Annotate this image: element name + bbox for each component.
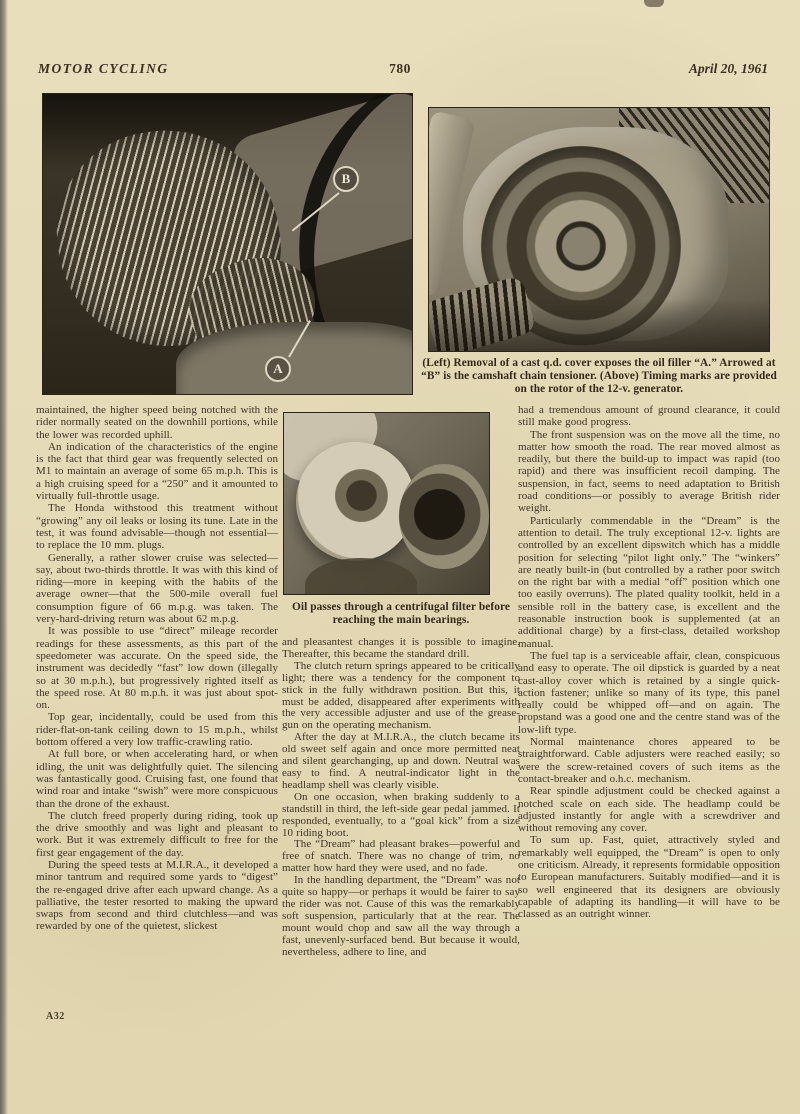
photo-generator-rotor [428, 107, 770, 352]
issue-date: April 20, 1961 [688, 61, 768, 76]
caption-top-photos: (Left) Removal of a cast q.d. cover exposes the oil filler “A.” Arrowed at “B” is the camshaft chain tensioner. (Above) Timing marks are provided on the rotor of the 12-v. generator. [421, 357, 777, 396]
photo-shadow [429, 298, 769, 351]
caption-filter-photo: Oil passes through a centrifugal filter before reaching the main bearings. [292, 601, 510, 627]
article-column-right [518, 404, 780, 920]
paragraph: Rear spindle adjustment could be checked against a notched scale on each side. The headlamp could be adjusted instantly for angle with a screwdriver and without removing any cover. [518, 785, 780, 835]
callout-label-b: B [333, 166, 359, 192]
article-column-middle [282, 637, 520, 958]
paragraph: The front suspension was on the move all the time, no matter how smooth the road. The rear moved almost as readily, but there the build-up to impact was rapid (too rapid) and there was insufficient recoil damping. The suspension, in fact, seems to need adaptation to British road conditions—or possibly to average British rider weight. [518, 428, 780, 515]
paragraph: After the day at M.I.R.A., the clutch became its old sweet self again and once more permitted neat and silent gearchanging, up and down. Neutral was easy to find. A neutral-indicator light in the headlamp shell was clearly visible. [282, 731, 520, 791]
paragraph: maintained, the higher speed being notched with the rider normally seated on the downhill portions, while the lower was recorded uphill. [36, 404, 278, 441]
engine-opening-art [399, 464, 489, 569]
paragraph: and pleasantest changes it is possible to imagine. Thereafter, this became the standard drill. [282, 636, 520, 660]
paragraph: Top gear, incidentally, could be used from this rider-flat-on-tank ceiling down to 15 m.p.h., whilst bottom offered a very low traffic-crawling ratio. [36, 711, 278, 749]
paragraph: The Honda withstood this treatment without “growing” any oil leaks or losing its tune. Late in the test, it was found advisable—though not essential—to replace the 10 mm. plugs. [36, 502, 278, 552]
crankcase-art [176, 322, 413, 395]
paragraph: had a tremendous amount of ground clearance, it could still make good progress. [518, 404, 780, 429]
paragraph: The “Dream” had pleasant brakes—powerful and free of snatch. There was no change of trim, no matter how hard they were used, and no fade. [282, 838, 520, 875]
article-column-left [36, 404, 278, 933]
paragraph: Generally, a rather slower cruise was selected—say, about two-thirds throttle. It was with this kind of riding—more in keeping with the habits of the average owner—that the 500-mile overall fuel consumption figure of 66 m.p.g. was taken. The very-hard-driving return was about 62 m.p.g. [36, 551, 278, 626]
page-header [0, 61, 800, 83]
scan-edge [0, 0, 8, 1114]
paragraph: To sum up. Fast, quiet, attractively styled and remarkably well equipped, the “Dream” is open to only one criticism. Already, it represents formidable opposition to European manufacturers. Suitably modified—and it is so well engineered that its designers are obviously capable of adapting its handling—it will have to be classed as an outright winner. [518, 834, 780, 921]
publication-title: MOTOR CYCLING [38, 61, 169, 76]
paragraph: The fuel tap is a serviceable affair, clean, conspicuous and easy to operate. The oil dipstick is guarded by a neat cast-alloy cover which is retained by a single quick-action fastener; unlike so many of its type, this panel really could be whipped off—and on again. The propstand was a good one and the centre stand was of the low-lift type. [518, 649, 780, 736]
photo-engine-oil-filler [42, 93, 413, 395]
scan-smudge [644, 0, 664, 7]
filter-cover-art [296, 442, 415, 561]
paragraph: The clutch freed properly during riding, took up the drive smoothly and was light and pleasant to work. But it was extremely difficult to free for the first gear engagement of the day. [36, 809, 278, 859]
paragraph: It was possible to use “direct” mileage recorder readings for these assessments, as this part of the speedometer was accurate. On the speed side, the instrument was decidedly “fast” low down (illegally so at 30 m.p.h.), but progressively righted itself as the speed rose. At 80 m.p.h. it was just about spot-on. [36, 625, 278, 712]
paragraph: The clutch return springs appeared to be critically light; there was a tendency for the component to stick in the fully withdrawn position. But this, it must be added, disappeared after experiments with the very accessible adjuster and use of the grease-gun on the operating mechanism. [282, 659, 520, 732]
paragraph: An indication of the characteristics of the engine is the fact that third gear was frequently selected on M1 to maintain an average of some 65 m.p.h. This is a high cruising speed for a “250” and it amounted to virtually full-throttle usage. [36, 440, 278, 503]
paragraph: Normal maintenance chores appeared to be straightforward. Cable adjusters were reached easily; so were the screw-retained covers of such items as the contact-breaker and o.h.c. mechanism. [518, 736, 780, 785]
paragraph: On one occasion, when braking suddenly to a standstill in third, the left-side gear pedal jammed. It responded, eventually, to a “goal kick” from a size 10 riding boot. [282, 790, 520, 839]
printers-mark: A32 [46, 1011, 65, 1022]
paragraph: At full bore, or when accelerating hard, or when idling, the unit was delightfully quiet. The silencing was fantastically good. Cruising fast, one found that wind roar and intake “swish” were more conspicuous than the drone of the exhaust. [36, 748, 278, 810]
paragraph: Particularly commendable in the “Dream” is the attention to detail. The truly exceptional 12-v. lights are controlled by an excellent dipswitch which has a middle position for selecting “pilot light only.” The “winkers” are neatly built-in (but controlled by a rather poor switch on the right bar with a medial “off” position which one too easily overruns). The plated quality toolkit, held in a sensible roll in the battery case, is excellent and the reasonable instruction book is supplemented (at an additional charge) by a first-class, detailed workshop manual. [518, 514, 780, 650]
photo-centrifugal-filter [283, 412, 490, 595]
page-number: 780 [389, 61, 411, 76]
hand-shadow-art [305, 558, 418, 595]
paragraph: During the speed tests at M.I.R.A., it developed a minor tantrum and required some yards to “digest” the re-engaged drive after each upward change. As a palliative, the tester resorted to making the upward swaps from second and third clutchless—and was rewarded by one of the quietest, slickest [36, 858, 278, 933]
paragraph: In the handling department, the “Dream” was not quite so happy—or perhaps it would be fairer to say the rider was not. Cause of this was the remarkably soft suspension, particularly that at the rear. The mount would chop and saw all the way through a fast, unevenly-surfaced bend. But because it would, nevertheless, adhere to line, and [282, 874, 520, 958]
callout-label-a: A [265, 356, 291, 382]
